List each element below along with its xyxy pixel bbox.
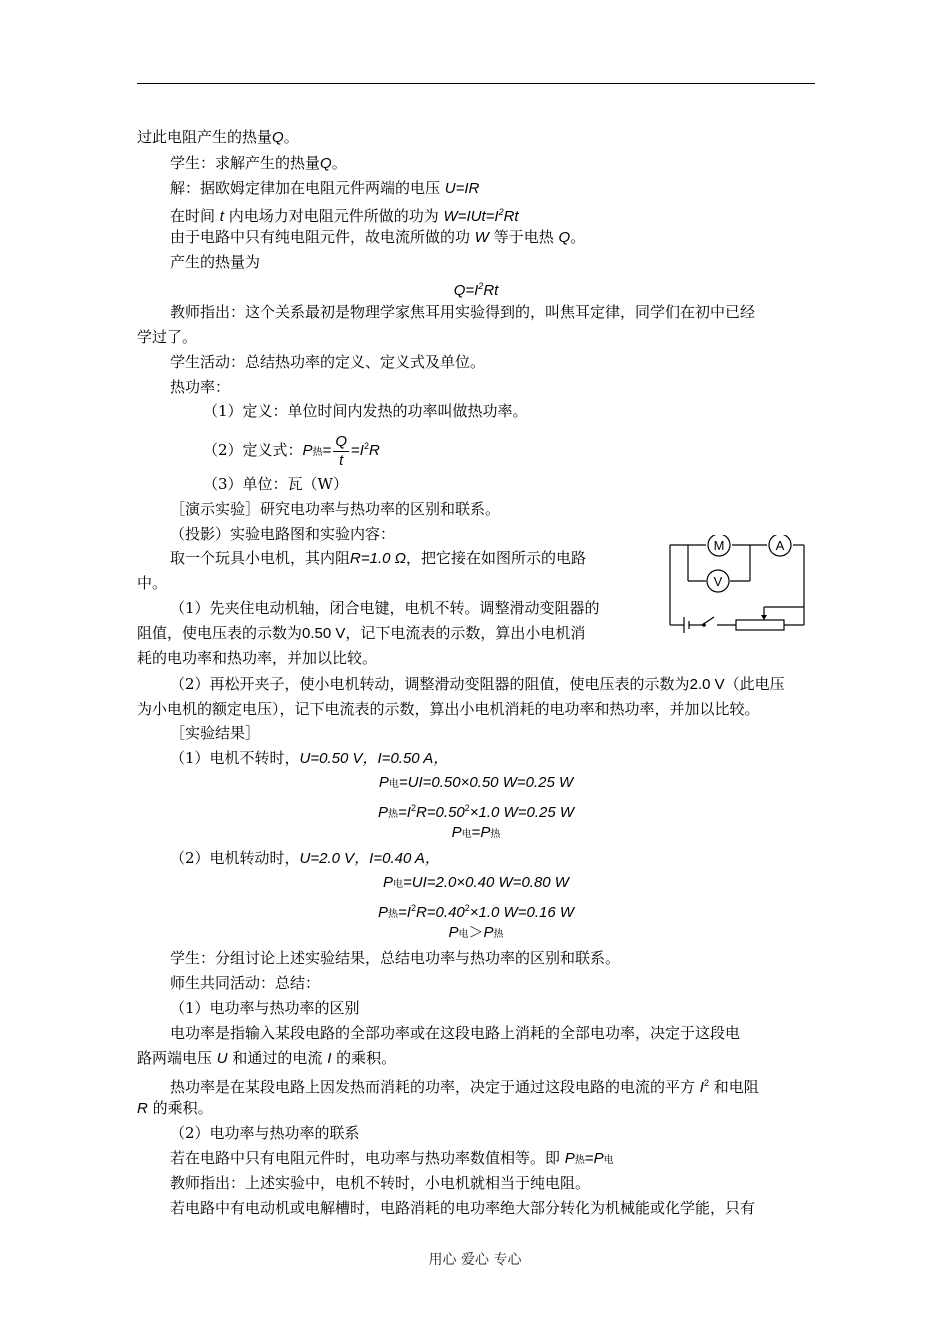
result-1-comparison: P电=P热 bbox=[451, 824, 501, 841]
text-line: 由于电路中只有纯电阻元件，故电流所做的功 W 等于电热 Q。 bbox=[170, 228, 586, 246]
ammeter-label: A bbox=[775, 538, 785, 553]
text-line: 学过了。 bbox=[137, 328, 198, 346]
text-line: R 的乘积。 bbox=[137, 1099, 213, 1117]
text-line: 取一个玩具小电机，其内阻R=1.0 Ω，把它接在如图所示的电路 bbox=[170, 549, 587, 567]
text-line: 教师指出：这个关系最初是物理学家焦耳用实验得到的，叫焦耳定律，同学们在初中已经 bbox=[170, 303, 756, 321]
text-line: 学生：求解产生的热量Q。 bbox=[170, 154, 347, 172]
text-line: （2）再松开夹子，使小电机转动，调整滑动变阻器的阻值，使电压表的示数为2.0 V（此电压 bbox=[170, 675, 785, 693]
text-line: （3）单位：瓦（W） bbox=[203, 475, 348, 493]
text-line: 在时间 t 内电场力对电阻元件所做的功为 $W=IUt=I^2Rt$ bbox=[170, 207, 519, 225]
result-1-heat-power: P热$=I^2R=0.50^2\times 1.0$ W=0.25 W bbox=[378, 803, 574, 821]
text-line: 师生共同活动：总结： bbox=[170, 974, 321, 992]
text-line: 若电路中有电动机或电解槽时，电路消耗的电功率绝大部分转化为机械能或化学能，只有 bbox=[170, 1199, 756, 1217]
text-line: 教师指出：上述实验中，电机不转时，小电机就相当于纯电阻。 bbox=[170, 1174, 591, 1192]
text-line: （1）电功率与热功率的区别 bbox=[170, 999, 360, 1017]
text-line: （1）定义：单位时间内发热的功率叫做热功率。 bbox=[203, 402, 528, 420]
text-line: 学生活动：总结热功率的定义、定义式及单位。 bbox=[170, 353, 486, 371]
circuit-diagram bbox=[664, 535, 810, 637]
text-line: 热功率是在某段电路上因发热而消耗的功率，决定于通过这段电路的电流的平方 $I^2$ 和电阻 bbox=[170, 1078, 759, 1096]
result-2-heat-power: P热$=I^2R=0.40^2\times 1.0$ W=0.16 W bbox=[378, 903, 574, 921]
page-footer: 用心 爱心 专心 bbox=[428, 1252, 522, 1268]
text-line: 中。 bbox=[137, 574, 168, 592]
text-line: （1）先夹住电动机轴，闭合电键，电机不转。调整滑动变阻器的 bbox=[170, 599, 600, 617]
text-line: ［实验结果］ bbox=[170, 724, 261, 742]
result-1-electric-power: P电=UI=0.50×0.50 W=0.25 W bbox=[378, 774, 574, 791]
result-2-comparison: P电＞P热 bbox=[448, 924, 504, 941]
text-line: （投影）实验电路图和实验内容： bbox=[170, 525, 396, 543]
joule-law-formula: $Q=I^2Rt$ bbox=[453, 281, 499, 299]
text-line: 阻值，使电压表的示数为0.50 V，记下电流表的示数，算出小电机消 bbox=[137, 624, 586, 642]
text-line: 为小电机的额定电压），记下电流表的示数，算出小电机消耗的电功率和热功率，并加以比较。 bbox=[137, 700, 760, 718]
text-line: 过此电阻产生的热量Q。 bbox=[137, 128, 299, 146]
text-line: 耗的电功率和热功率，并加以比较。 bbox=[137, 649, 378, 667]
text-line: 电功率是指输入某段电路的全部功率或在这段电路上消耗的全部电功率，决定于这段电 bbox=[170, 1024, 741, 1042]
text-line: 学生：分组讨论上述实验结果，总结电功率与热功率的区别和联系。 bbox=[170, 949, 621, 967]
result-2-electric-power: P电=UI=2.0×0.40 W=0.80 W bbox=[383, 874, 569, 891]
result-2-condition: （2）电机转动时，U=2.0 V，I=0.40 A， bbox=[170, 849, 440, 867]
motor-label: M bbox=[713, 538, 725, 553]
definition-formula-line: （2）定义式：P热= $\frac{Q}{t}$ $=I^2R$ bbox=[203, 432, 380, 469]
result-1-condition: （1）电机不转时，U=0.50 V，I=0.50 A， bbox=[170, 749, 449, 767]
text-line: （2）电功率与热功率的联系 bbox=[170, 1124, 360, 1142]
voltmeter-label: V bbox=[713, 574, 723, 589]
text-line: ［演示实验］研究电功率与热功率的区别和联系。 bbox=[170, 500, 501, 518]
header-rule bbox=[137, 83, 815, 84]
text-line: 若在电路中只有电阻元件时，电功率与热功率数值相等。即 P热=P电 bbox=[170, 1149, 614, 1167]
text-line: 热功率： bbox=[170, 378, 231, 396]
text-line: 产生的热量为 bbox=[170, 253, 261, 271]
text-line: 解：据欧姆定律加在电阻元件两端的电压 U=IR bbox=[170, 179, 480, 197]
fraction-q-over-t: $\frac{Q}{t}$ bbox=[335, 432, 347, 469]
text-line: 路两端电压 U 和通过的电流 I 的乘积。 bbox=[137, 1049, 397, 1067]
